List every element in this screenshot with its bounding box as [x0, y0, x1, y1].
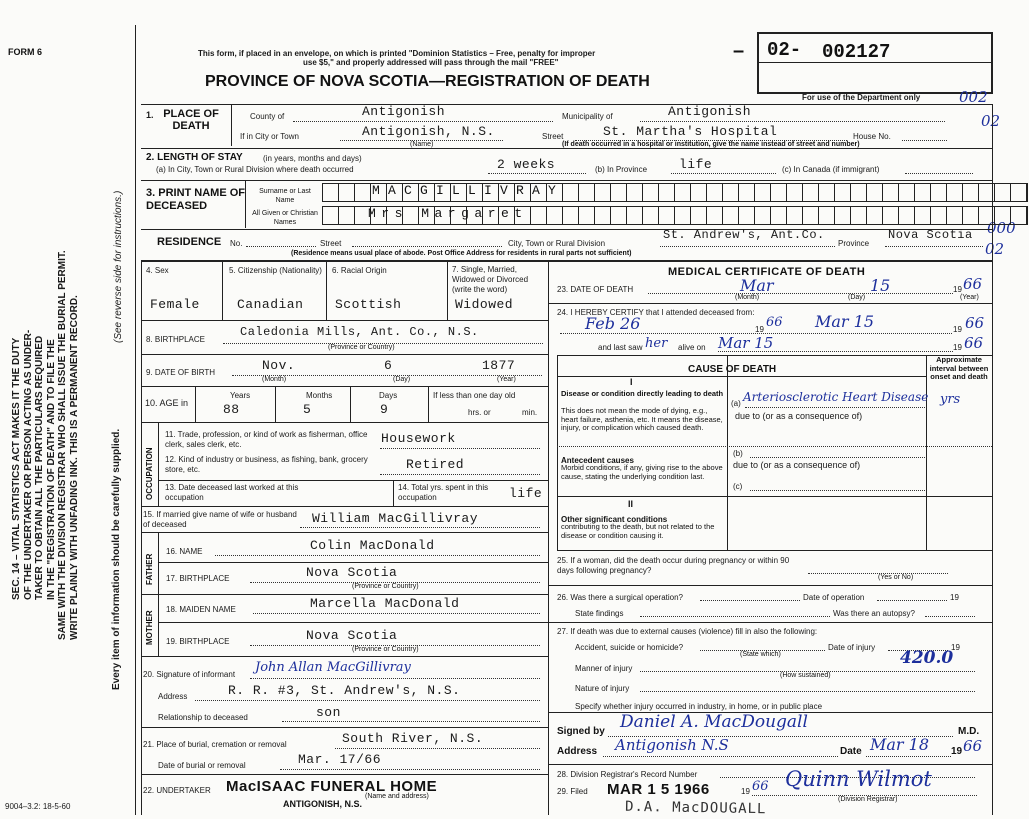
- q16-label: 16. NAME: [166, 547, 203, 556]
- q28-label: 28. Division Registrar's Record Number: [557, 770, 698, 779]
- relationship-value: son: [316, 705, 341, 720]
- age-years-value: 88: [223, 402, 240, 417]
- signed-by-label: Signed by: [557, 726, 605, 737]
- q13-label: 13. Date deceased last worked at this occupation: [165, 483, 299, 502]
- form-number: FORM 6: [8, 47, 43, 57]
- notice-line-1: This form, if placed in an envelope, on which is printed "Dominion Statistics – Free, penalty for improper: [198, 49, 596, 58]
- department-use-note: For use of the Department only: [802, 93, 921, 102]
- cause-a-value: Arteriosclerotic Heart Disease: [743, 390, 929, 404]
- q14-value: life: [509, 486, 543, 501]
- marital-label: 7. Single, Married, Widowed or Divorced (write the word): [452, 265, 529, 294]
- stay-c-label: (c) In Canada (if immigrant): [782, 165, 880, 174]
- sidebar-line-1: SEC. 14 – VITAL STATISTICS ACT MAKES IT THE DUTY: [11, 337, 22, 600]
- disease-note: This does not mean the mode of dying, e.g., heart failure, asthenia, etc. It means the disease, injury, or complication which caused death.: [561, 406, 723, 432]
- stay-a-label: (a) In City, Town or Rural Division where death occurred: [156, 165, 354, 174]
- q11-value: Housework: [381, 431, 456, 446]
- age-days-label: Days: [379, 391, 398, 400]
- due-to-a: due to (or as a consequence of): [735, 411, 863, 421]
- margin-note-2: 02: [981, 112, 1001, 130]
- physician-address-label: Address: [557, 746, 598, 757]
- filed-stamp: MAR 1 5 1966: [607, 781, 710, 798]
- reg-prefix: 02-: [767, 39, 802, 61]
- q18-label: 18. MAIDEN NAME: [166, 605, 236, 614]
- physician-date-label: Date: [840, 746, 862, 757]
- given-name-value: Mrs Margaret: [368, 206, 528, 221]
- surname-label: Surname or Last Name: [259, 188, 311, 204]
- stay-label: 2. LENGTH OF STAY: [146, 152, 243, 163]
- dob-month: Nov.: [262, 358, 296, 373]
- alive-on-value: Mar 15: [718, 334, 774, 352]
- state-findings-label: State findings: [575, 609, 624, 618]
- medical-header: MEDICAL CERTIFICATE OF DEATH: [668, 266, 866, 278]
- hrs-label: hrs. or: [468, 408, 491, 417]
- q17-label: 17. BIRTHPLACE: [166, 574, 230, 583]
- nature-label: Nature of injury: [575, 684, 630, 693]
- less-than-day-label: If less than one day old: [433, 391, 516, 400]
- sidebar-line-2: OF THE UNDERTAKER OR PERSON ACTING AS UNDER-: [22, 329, 34, 600]
- alive-year: 66: [964, 334, 984, 352]
- father-name-value: Colin MacDonald: [310, 538, 435, 553]
- antecedent-note: Morbid conditions, if any, giving rise to the above cause, stating the underlying condition last.: [561, 463, 723, 481]
- informant-signature: John Allan MacGillivray: [255, 660, 411, 675]
- county-label: County of: [250, 112, 285, 121]
- birthplace-caption: (Province or Country): [328, 344, 395, 351]
- mother-birthplace-value: Nova Scotia: [306, 628, 398, 643]
- physician-date-value: Mar 18: [870, 735, 930, 754]
- sidebar-line-6: WRITE PLAINLY WITH UNFADING INK. THIS IS A PERMANENT RECORD.: [68, 295, 80, 640]
- death-day-caption: (Day): [848, 294, 866, 301]
- sidebar-careful: Every item of information should be carefully supplied.: [111, 428, 122, 690]
- injury-year-prefix: 19: [951, 643, 960, 652]
- q20-label: 20. Signature of informant: [143, 670, 236, 679]
- dob-label: 9. DATE OF BIRTH: [146, 368, 216, 377]
- citizenship-value: Canadian: [237, 297, 304, 312]
- dob-year-caption: (Year): [497, 376, 516, 383]
- antecedent-label: Antecedent causes: [561, 456, 634, 465]
- margin-note-1: 002: [959, 88, 988, 106]
- alive-on-label: alive on: [678, 343, 706, 352]
- q25-label: 25. If a woman, did the death occur during pregnancy or within 90 days following pregnancy?: [557, 556, 790, 575]
- print-name-label: 3. PRINT NAME OF DECEASED: [146, 187, 246, 212]
- physician-year-prefix: 19: [951, 746, 963, 757]
- surname-value: MACGILLIVRAY: [372, 183, 565, 198]
- residence-province-label: Province: [838, 239, 870, 248]
- residence-street-label: Street: [320, 239, 342, 248]
- sidebar-divider: [135, 25, 136, 815]
- other-conditions-label: Other significant conditions: [561, 515, 668, 524]
- father-province-caption: (Province or Country): [352, 583, 419, 590]
- attended-to: Mar 15: [815, 312, 875, 331]
- name-address-caption: (Name and address): [365, 793, 429, 800]
- margin-note-4: 02: [985, 240, 1005, 258]
- place-of-death-label: PLACE OF DEATH: [163, 108, 219, 132]
- city-name-caption: (Name): [410, 141, 434, 148]
- q27-label: 27. If death was due to external causes (violence) fill in also the following:: [557, 627, 818, 636]
- last-saw-label: and last saw: [598, 343, 643, 352]
- q24-label: 24. I HEREBY CERTIFY that I attended deceased from:: [557, 308, 755, 317]
- mother-province-caption: (Province or Country): [352, 646, 419, 653]
- father-birthplace-value: Nova Scotia: [306, 565, 398, 580]
- mother-name-value: Marcella MacDonald: [310, 596, 460, 611]
- q14-label: 14. Total yrs. spent in this occupation: [398, 483, 489, 502]
- burial-date-value: Mar. 17/66: [298, 752, 382, 767]
- racial-origin-label: 6. Racial Origin: [332, 266, 387, 275]
- filed-year: 66: [752, 779, 769, 794]
- street-value: St. Martha's Hospital: [603, 124, 778, 139]
- cause-b-label: (b): [733, 449, 743, 458]
- municipality-label: Municipality of: [562, 112, 613, 121]
- sidebar-line-5: SAME WITH THE DIVISION REGISTRAR WHO SHALL ISSUE THE BURIAL PERMIT.: [57, 250, 68, 640]
- burial-place-value: South River, N.S.: [342, 731, 484, 746]
- residence-note: (Residence means usual place of abode. Post Office Address for residents in rural parts not sufficient): [291, 250, 632, 257]
- reg-number: 002127: [822, 41, 891, 63]
- notice-line-2: use $5," and properly addressed will pass through the mail "FREE": [303, 58, 559, 67]
- last-saw-pronoun: her: [645, 336, 668, 351]
- street-label: Street: [542, 132, 564, 141]
- undertaker-name: MacISAAC FUNERAL HOME: [226, 778, 438, 795]
- stay-b-label: (b) In Province: [595, 165, 648, 174]
- md-label: M.D.: [958, 726, 980, 737]
- registrar-signature: Quinn Wilmot: [785, 767, 932, 791]
- dob-year: 1877: [482, 358, 516, 373]
- yes-no-caption: (Yes or No): [878, 574, 914, 581]
- age-years-label: Years: [230, 391, 251, 400]
- citizenship-label: 5. Citizenship (Nationality): [229, 266, 322, 275]
- county-value: Antigonish: [362, 104, 446, 119]
- dob-day-caption: (Day): [393, 376, 411, 383]
- given-name-label: All Given or Christian Names: [252, 210, 318, 226]
- death-month-caption: (Month): [735, 294, 760, 301]
- q29-label: 29. Filed: [557, 787, 588, 796]
- stay-a-value: 2 weeks: [497, 157, 556, 172]
- interval-a-value: yrs: [940, 392, 961, 407]
- municipality-value: Antigonish: [668, 104, 752, 119]
- place-num: 1.: [146, 110, 154, 120]
- hospital-note: (If death occurred in a hospital or institution, give the name instead of street and number): [562, 141, 860, 148]
- residence-province-value: Nova Scotia: [888, 228, 973, 242]
- part-ii-label: II: [628, 499, 634, 509]
- q21-label: 21. Place of burial, cremation or removal: [143, 740, 287, 749]
- dob-day: 6: [384, 358, 393, 373]
- residence-no-label: No.: [230, 239, 243, 248]
- residence-division-label: City, Town or Rural Division: [508, 239, 606, 248]
- state-which-caption: (State which): [740, 651, 781, 658]
- form-title: PROVINCE OF NOVA SCOTIA—REGISTRATION OF DEATH: [205, 73, 650, 90]
- death-month: Mar: [740, 276, 774, 295]
- residence-division-value: St. Andrew's, Ant.Co.: [663, 228, 825, 242]
- death-year-caption: (Year): [960, 294, 979, 301]
- code-value: 420.0: [900, 648, 954, 668]
- sex-value: Female: [150, 297, 200, 312]
- relationship-label: Relationship to deceased: [158, 713, 248, 722]
- q11-label: 11. Trade, profession, or kind of work as fisherman, office clerk, sales clerk, etc.: [165, 430, 368, 449]
- q22-label: 22. UNDERTAKER: [143, 786, 211, 795]
- physician-signature: Daniel A. MacDougall: [620, 712, 808, 732]
- age-months-value: 5: [303, 402, 312, 417]
- marital-value: Widowed: [455, 297, 514, 312]
- registration-number-box: [757, 32, 993, 94]
- how-sustained-caption: (How sustained): [780, 672, 831, 679]
- death-day: 15: [870, 276, 891, 295]
- occupation-side-label: OCCUPATION: [145, 447, 154, 500]
- from-year: 66: [766, 315, 783, 330]
- informant-address-label: Address: [158, 692, 188, 701]
- date-of-operation-label: Date of operation: [803, 593, 865, 602]
- alive-year-prefix: 19: [953, 343, 962, 352]
- q12-label: 12. Kind of industry or business, as fishing, bank, grocery store, etc.: [165, 455, 368, 474]
- due-to-b: due to (or as a consequence of): [733, 460, 861, 470]
- physician-name-stamp: D.A. MacDOUGALL: [624, 798, 767, 818]
- to-year: 66: [965, 314, 985, 332]
- q15-label: 15. If married give name of wife or husband of deceased: [143, 510, 297, 529]
- sidebar-see-reverse: (See reverse side for instructions.): [113, 190, 124, 343]
- house-no-label: House No.: [853, 132, 891, 141]
- registrar-caption: (Division Registrar): [838, 796, 898, 803]
- date-of-injury-label: Date of injury: [828, 643, 876, 652]
- min-label: min.: [522, 408, 538, 417]
- father-side-label: FATHER: [145, 553, 154, 585]
- sidebar-line-4: IN THE "REGISTRATION OF DEATH" AND TO FILE THE: [45, 339, 57, 600]
- filed-year-prefix: 19: [741, 787, 750, 796]
- death-year-prefix: 19: [953, 285, 962, 294]
- specify-label: Specify whether injury occurred in industry, in home, or in public place: [575, 702, 823, 711]
- other-conditions-note: contributing to the death, but not related to the disease or condition causing it.: [561, 522, 715, 540]
- interval-header: Approximate interval between onset and death: [929, 355, 989, 381]
- to-year-prefix: 19: [953, 325, 962, 334]
- informant-address-value: R. R. #3, St. Andrew's, N.S.: [228, 683, 461, 698]
- footer-code: 9004–3.2: 18-5-60: [5, 802, 71, 811]
- burial-date-label: Date of burial or removal: [158, 761, 246, 770]
- physician-address-value: Antigonish N.S: [615, 736, 729, 754]
- cause-a-label: (a): [731, 399, 741, 408]
- physician-year: 66: [963, 737, 983, 755]
- manner-label: Manner of injury: [575, 664, 633, 673]
- from-year-prefix: 19: [755, 325, 764, 334]
- disease-label: Disease or condition directly leading to death: [561, 389, 724, 398]
- mother-side-label: MOTHER: [145, 610, 154, 645]
- birthplace-value: Caledonia Mills, Ant. Co., N.S.: [240, 325, 479, 339]
- residence-label: RESIDENCE: [157, 236, 222, 248]
- sidebar-instructions: [11, 100, 80, 660]
- birthplace-label: 8. BIRTHPLACE: [146, 335, 205, 344]
- city-label: If in City or Town: [240, 132, 299, 141]
- q26-label: 26. Was there a surgical operation?: [557, 593, 683, 602]
- stay-b-value: life: [679, 157, 713, 172]
- undertaker-town: ANTIGONISH, N.S.: [283, 799, 363, 809]
- sex-label: 4. Sex: [146, 266, 169, 275]
- age-days-value: 9: [380, 402, 389, 417]
- autopsy-label: Was there an autopsy?: [833, 609, 915, 618]
- q23-label: 23. DATE OF DEATH: [557, 285, 634, 294]
- part-i-label: I: [630, 377, 633, 387]
- age-months-label: Months: [306, 391, 333, 400]
- op-year-prefix: 19: [950, 593, 959, 602]
- cause-header: CAUSE OF DEATH: [688, 364, 777, 375]
- sidebar-line-3: TAKER TO OBTAIN ALL THE PARTICULARS REQUIRED: [34, 335, 45, 600]
- dob-month-caption: (Month): [262, 376, 287, 383]
- dash-mark: –: [733, 40, 745, 62]
- accident-label: Accident, suicide or homicide?: [575, 643, 684, 652]
- q19-label: 19. BIRTHPLACE: [166, 637, 230, 646]
- racial-origin-value: Scottish: [335, 297, 402, 312]
- attended-from: Feb 26: [585, 314, 641, 333]
- q12-value: Retired: [406, 457, 465, 472]
- cause-c-label: (c): [733, 482, 743, 491]
- city-value: Antigonish, N.S.: [362, 124, 495, 139]
- age-label: 10. AGE in: [145, 398, 189, 408]
- stay-sub: (in years, months and days): [263, 154, 362, 163]
- margin-note-3: 000: [987, 219, 1016, 237]
- spouse-value: William MacGillivray: [312, 511, 479, 526]
- death-year: 66: [963, 275, 983, 293]
